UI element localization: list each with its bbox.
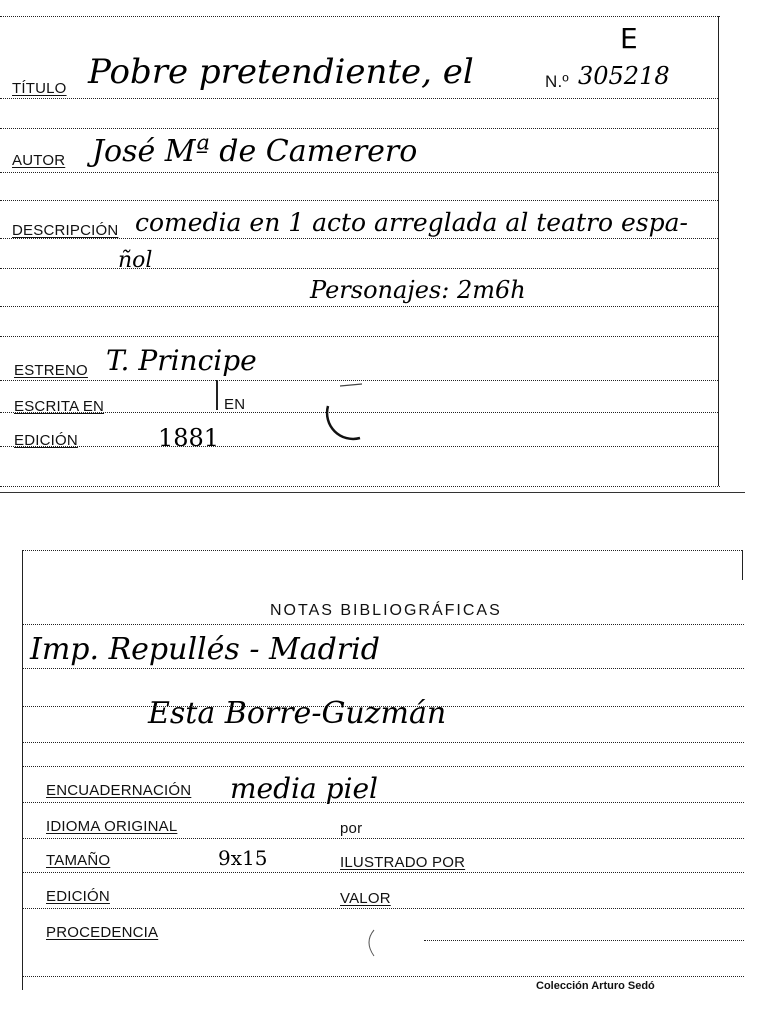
edition-rule [22, 908, 744, 909]
written-label: ESCRITA EN [14, 398, 105, 415]
size-label: TAMAÑO [46, 852, 111, 869]
rule-5 [0, 238, 718, 239]
collection-credit: Colección Arturo Sedó [536, 980, 655, 992]
card-top-border [0, 16, 720, 17]
scan-separator [0, 492, 745, 493]
rule-1 [22, 624, 744, 625]
premiere-label: ESTRENO [14, 362, 88, 379]
corner-mark: E [620, 22, 638, 55]
note-line-1: Imp. Repullés - Madrid [30, 632, 380, 667]
rule-4 [22, 742, 744, 743]
card-left-edge [22, 550, 23, 990]
value-label: VALOR [340, 890, 391, 907]
rule-4 [0, 200, 718, 201]
rule-7 [0, 306, 718, 307]
title-rule [0, 98, 718, 99]
language-rule [22, 838, 744, 839]
title-label: TÍTULO [12, 80, 67, 97]
description-line-1: comedia en 1 acto arreglada al teatro espa- [135, 208, 688, 237]
illustrated-label: ILUSTRADO POR [340, 854, 466, 871]
note-line-2: Esta Borre-Guzmán [148, 696, 447, 731]
rule-5 [22, 766, 744, 767]
binding-rule [22, 802, 744, 803]
by-label: por [340, 820, 363, 837]
card-top-border [22, 550, 742, 551]
written-divider [216, 380, 218, 410]
description-line-2: ñol [118, 248, 153, 273]
bracket-mark [360, 928, 380, 958]
edition-value: 1881 [158, 424, 220, 452]
stamp-ring-mark [310, 376, 380, 456]
card-right-edge [718, 16, 719, 486]
author-label: AUTOR [12, 152, 66, 169]
size-rule [22, 872, 744, 873]
rule-8 [0, 336, 718, 337]
language-label: IDIOMA ORIGINAL [46, 818, 178, 835]
rule-6 [0, 268, 718, 269]
card-right-edge [742, 550, 743, 580]
provenance-label: PROCEDENCIA [46, 924, 159, 941]
catalog-card-bottom [0, 540, 759, 1028]
rule-2 [0, 128, 718, 129]
binding-label: ENCUADERNACIÓN [46, 782, 192, 799]
edition-label: EDICIÓN [46, 888, 110, 905]
rule-3 [22, 706, 744, 707]
edition-label: EDICIÓN [14, 432, 78, 449]
number-value: 305218 [578, 62, 670, 90]
premiere-value: T. Principe [106, 344, 257, 377]
title-value: Pobre pretendiente, el [88, 52, 474, 92]
written-en-label: EN [224, 396, 246, 413]
author-value: José Mª de Camerero [92, 134, 418, 169]
card-bottom-border [22, 976, 744, 977]
card-bottom-border [0, 486, 720, 487]
binding-value: media piel [230, 772, 378, 805]
size-value: 9x15 [218, 846, 268, 870]
description-line-3: Personajes: 2m6h [310, 276, 526, 304]
number-label: N.º [545, 72, 569, 91]
provenance-rule [424, 940, 744, 941]
author-rule [0, 172, 718, 173]
description-label: DESCRIPCIÓN [12, 222, 119, 239]
catalog-card-top [0, 0, 759, 492]
notes-heading: NOTAS BIBLIOGRÁFICAS [270, 602, 502, 619]
rule-2 [22, 668, 744, 669]
